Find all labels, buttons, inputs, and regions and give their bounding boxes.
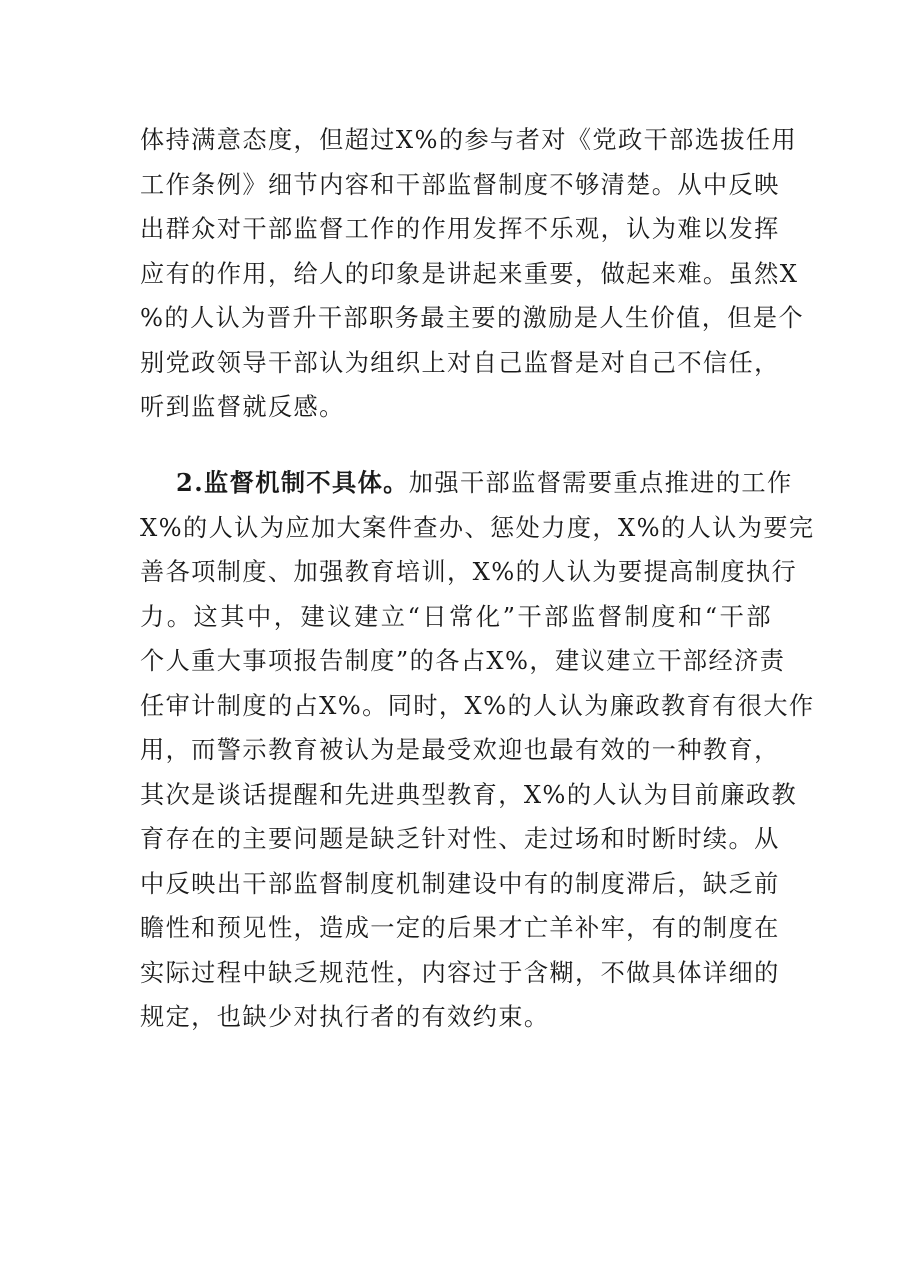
paragraph-line: 出群众对干部监督工作的作用发挥不乐观，认为难以发挥 — [140, 215, 780, 243]
paragraph-line: 任审计制度的占X%。同时，X%的人认为廉政教育有很大作 — [140, 691, 815, 720]
paragraph-line: 其次是谈话提醒和先进典型教育，X%的人认为目前廉政教 — [140, 780, 798, 809]
paragraph-line: 工作条例》细节内容和干部监督制度不够清楚。从中反映 — [140, 170, 780, 199]
paragraph-line: 力。这其中，建议建立“日常化”干部监督制度和“干部 — [140, 602, 772, 631]
paragraph-line: 规定，也缺少对执行者的有效约束。 — [140, 1003, 550, 1031]
paragraph-line: 应有的作用，给人的印象是讲起来重要，做起来难。虽然X — [140, 259, 799, 288]
paragraph-line: 用，而警示教育被认为是最受欢迎也最有效的一种教育， — [140, 736, 780, 764]
paragraph-line: 中反映出干部监督制度机制建设中有的制度滞后，缺乏前 — [140, 869, 780, 898]
paragraph-line: X%的人认为应加大案件查办、惩处力度，X%的人认为要完 — [140, 513, 815, 542]
paragraph-line: 听到监督就反感。 — [140, 393, 345, 421]
paragraph-line: 个人重大事项报告制度”的各占X%，建议建立干部经济责 — [140, 647, 786, 675]
paragraph-line: 别党政领导干部认为组织上对自己监督是对自己不信任， — [140, 348, 780, 377]
paragraph-line: 瞻性和预见性，造成一定的后果才亡羊补牢，有的制度在 — [140, 914, 780, 942]
paragraph-line: 育存在的主要问题是缺乏针对性、走过场和时断时续。从 — [140, 825, 780, 853]
paragraph-1 — [140, 118, 805, 430]
paragraph-line: 善各项制度、加强教育培训，X%的人认为要提高制度执行 — [140, 558, 798, 586]
section-heading: 2.监督机制不具体。 — [176, 468, 409, 497]
paragraph-line: %的人认为晋升干部职务最主要的激励是人生价值，但是个 — [140, 304, 805, 332]
paragraph-first-line — [140, 461, 793, 506]
paragraph-2 — [140, 461, 815, 1040]
paragraph-line: 体持满意态度，但超过X%的参与者对《党政干部选拔任用 — [140, 126, 798, 154]
paragraph-line: 实际过程中缺乏规范性，内容过于含糊，不做具体详细的 — [140, 958, 780, 987]
paragraph-line-rest: 加强干部监督需要重点推进的工作 — [408, 469, 793, 497]
